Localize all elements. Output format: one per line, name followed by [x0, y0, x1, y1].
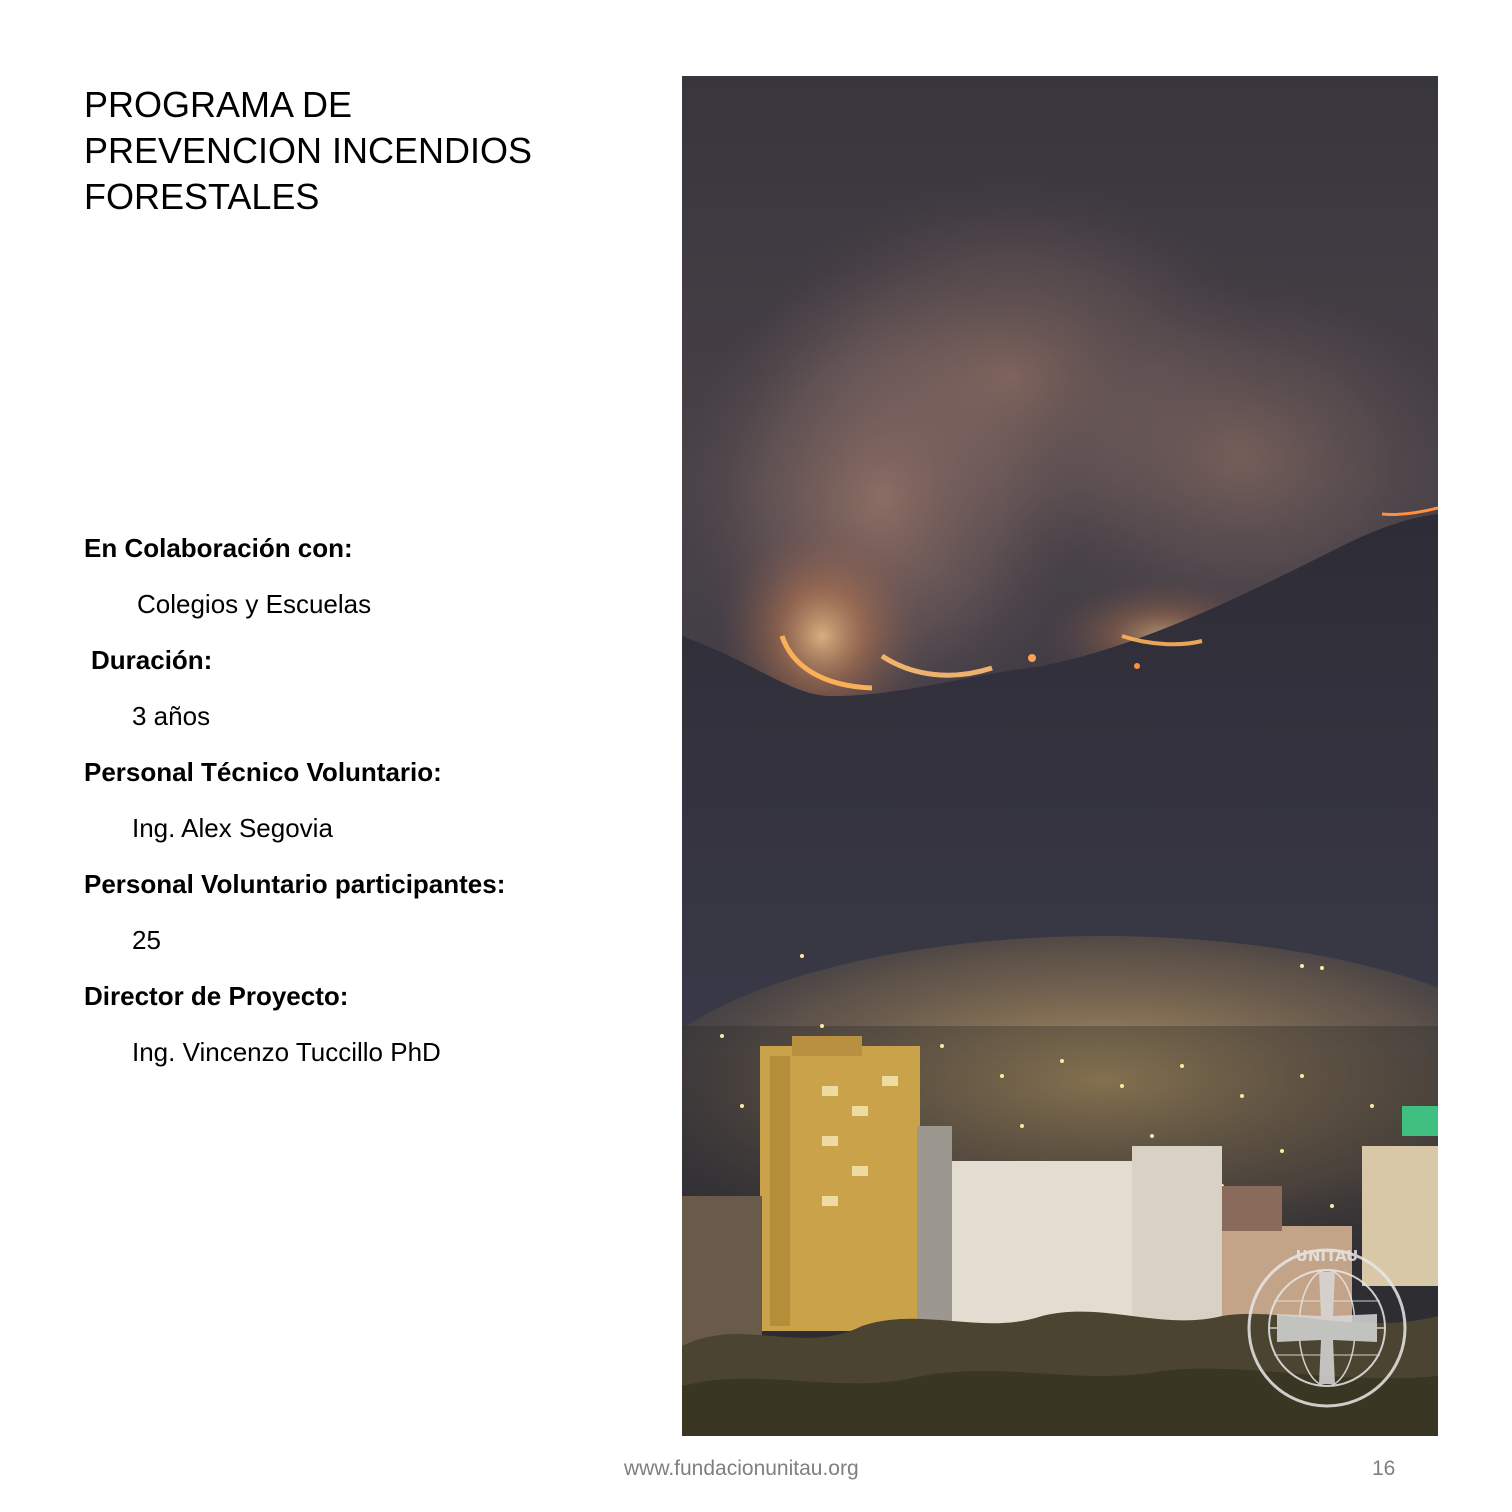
- svg-text:UNITAU: UNITAU: [1295, 1247, 1359, 1265]
- footer-url: www.fundacionunitau.org: [624, 1457, 859, 1480]
- director-value: Ing. Vincenzo Tuccillo PhD: [132, 1037, 441, 1067]
- director-label: Director de Proyecto:: [84, 981, 349, 1011]
- duration-label: Duración:: [91, 645, 213, 675]
- volunteers-label: Personal Voluntario participantes:: [84, 869, 506, 899]
- collaboration-label: En Colaboración con:: [84, 533, 353, 563]
- volunteers-value: 25: [132, 925, 161, 955]
- page-title: [84, 82, 644, 220]
- technical-staff-value: Ing. Alex Segovia: [132, 813, 333, 843]
- duration-value: 3 años: [132, 701, 211, 731]
- title-line-2: PREVENCION INCENDIOS: [84, 130, 533, 171]
- page-number: 16: [1372, 1457, 1396, 1480]
- collaboration-value: Colegios y Escuelas: [137, 589, 372, 619]
- title-line-3: FORESTALES: [84, 176, 320, 217]
- forest-fire-photo: [682, 76, 1438, 1436]
- technical-staff-label: Personal Técnico Voluntario:: [84, 757, 442, 787]
- title-line-1: PROGRAMA DE: [84, 84, 353, 125]
